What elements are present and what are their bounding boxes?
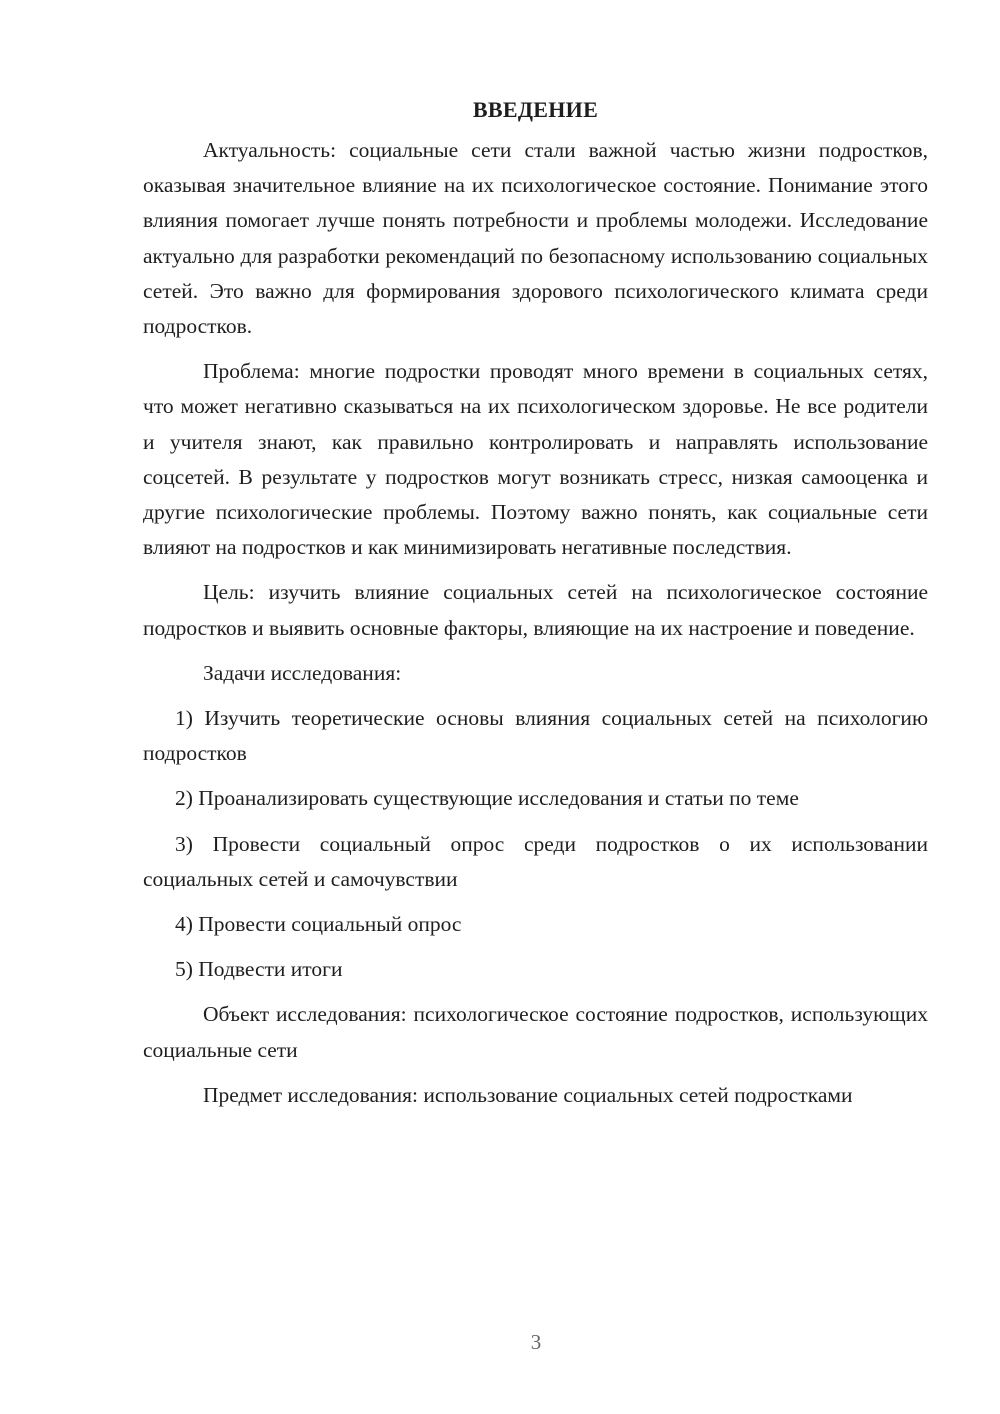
task-item-1: 1) Изучить теоретические основы влияния социальных сетей на психологию подростков bbox=[143, 706, 928, 766]
subject-paragraph: Предмет исследования: использование социальных сетей подростками bbox=[203, 1082, 853, 1107]
task-item-2: 2) Проанализировать существующие исследования и статьи по теме bbox=[175, 786, 799, 811]
goal-paragraph: Цель: изучить влияние социальных сетей на психологическое состояние подростков и выявить основные факторы, влияющие на их настроение и поведение. bbox=[143, 580, 928, 640]
tasks-heading: Задачи исследования: bbox=[203, 660, 402, 685]
document-page bbox=[143, 92, 928, 1123]
task-item-4: 4) Провести социальный опрос bbox=[175, 912, 462, 937]
page-title: ВВЕДЕНИЕ bbox=[472, 97, 599, 122]
task-item-5: 5) Подвести итоги bbox=[175, 957, 343, 982]
object-paragraph: Объект исследования: психологическое состояние подростков, использующих социальные сети bbox=[143, 1002, 928, 1062]
problem-paragraph: Проблема: многие подростки проводят много времени в социальных сетях, что может негативно сказываться на их психологическом здоровье. Не все родители и учителя знают, как правильно контролировать и направлять использование соцсетей. В результате у подростков могут возникать стресс, низкая самооценка и другие психологические проблемы. Поэтому важно понять, как социальные сети влияют на подростков и как минимизировать негативные последствия. bbox=[143, 359, 928, 560]
page-number: 3 bbox=[530, 1330, 542, 1354]
relevance-paragraph: Актуальность: социальные сети стали важной частью жизни подростков, оказывая значительное влияние на их психологическое состояние. Понимание этого влияния помогает лучше понять потребности и проблемы молодежи. Исследование актуально для разработки рекомендаций по безопасному использованию социальных сетей. Это важно для формирования здорового психологического климата среди подростков. bbox=[143, 138, 928, 339]
task-item-3: 3) Провести социальный опрос среди подростков о их использовании социальных сетей и самочувствии bbox=[143, 831, 928, 891]
